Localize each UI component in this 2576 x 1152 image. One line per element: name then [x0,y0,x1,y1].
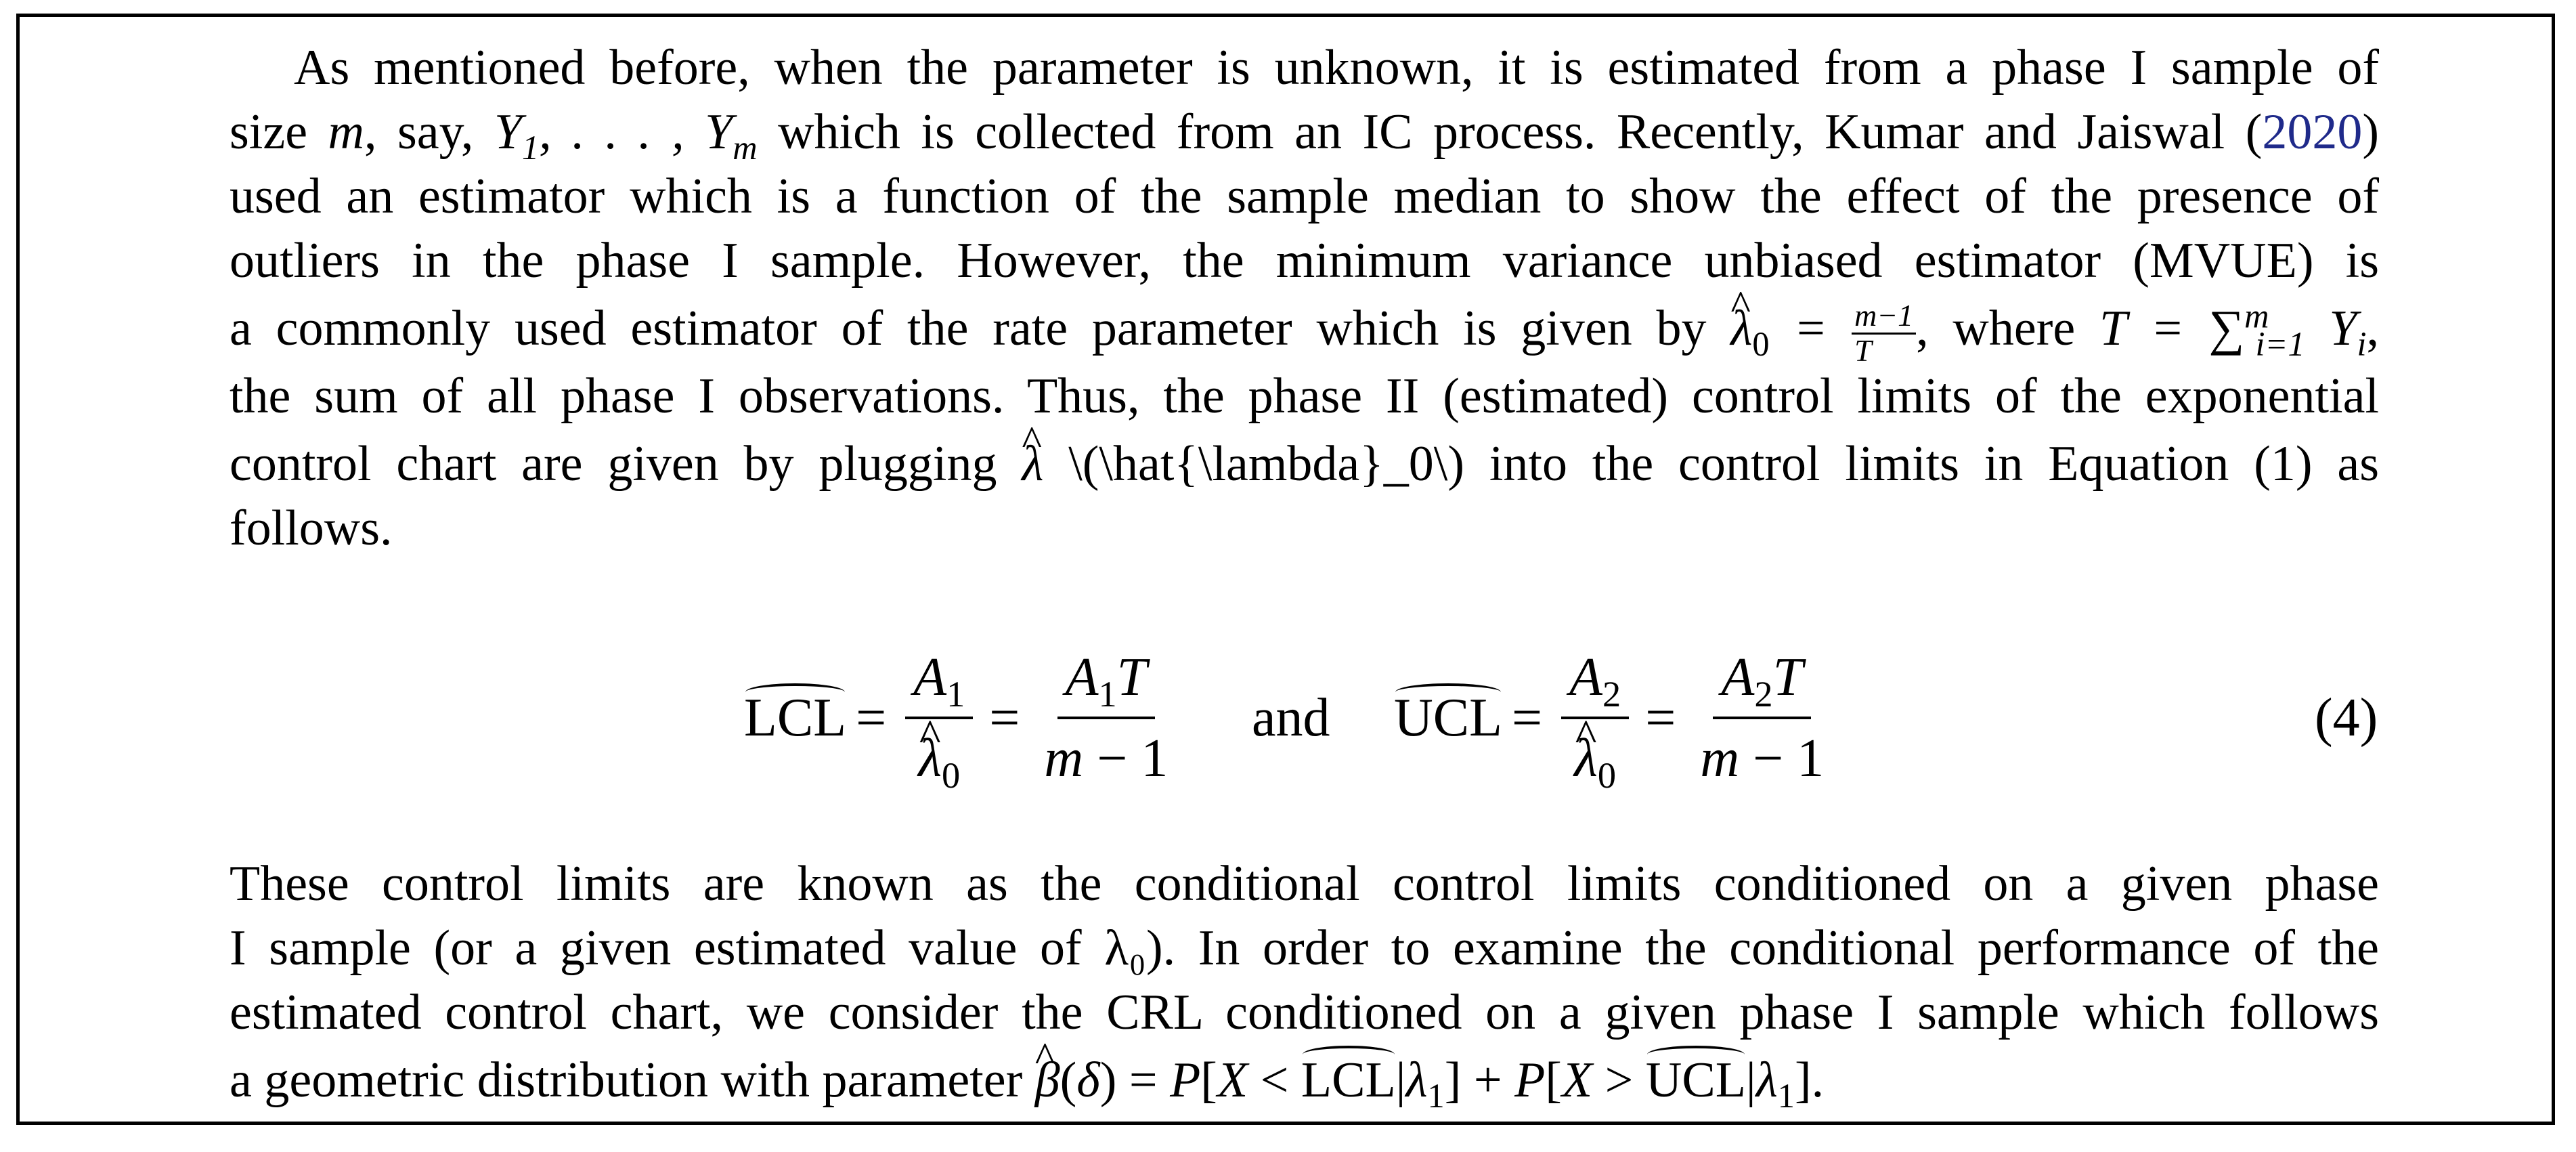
paragraph-1-line-8 [230,498,2379,559]
paragraph-2-line-4 [230,1050,2379,1115]
and-text: and [1252,687,1330,748]
text-span: I sample (or a given estimated value of λ₀). In order to examine the conditional performance of the [230,920,2379,976]
text-span: control chart are given by plugging [230,436,1022,492]
fraction-a2t-over-m-minus-1: $\frac{A_2T}{m - 1}$ [1692,643,1832,792]
equation-and [1252,620,1330,816]
paragraph-1-line-5 [230,298,2379,367]
text-span: the sum of all phase I observations. Thus, the phase II (estimated) control limits of the exponential [230,368,2379,424]
equation-lcl: LCL = $A_1$ ^ $\lambda_0$ = $\frac{A_1T}{m - 1}$ [744,620,1185,816]
math-beta-hat-expression: ^ $\beta(\delta) = P[X < LCL|\lambda_1] + P[X > UCL|\lambda_1]$. [1035,1052,1824,1108]
fraction-a2-over-lambda: $A_2$ ^ $\lambda_0$ [1561,643,1629,792]
paragraph-1-line-3 [230,166,2379,227]
lcl-hat-label: LCL [744,687,847,748]
text-span: outliers in the phase I sample. However, the minimum variance unbiased estimator (MVUE) is [230,233,2379,289]
text-span: used an estimator which is a function of the sample median to show the effect of the presence of [230,169,2379,224]
text-span: \(\hat{\lambda}_0\) into the control limits in Equation (1) as [1043,436,2379,492]
paragraph-1-line-4 [230,230,2379,291]
paragraph-2-line-2 [230,918,2379,979]
text-span: which is collected from an IC process. Recently, Kumar and Jaiswal ( [757,104,2263,160]
text-span: estimated control chart, we consider the CRL conditioned on a given phase I sample which follows [230,985,2379,1040]
math-lambda-hat-0: ^ $\lambda_0$ = $\frac{m-1}{T}$ [1730,301,1916,356]
text-span: , [2366,301,2379,356]
paragraph-1-line-2 [230,102,2380,167]
paragraph-1-line-7 [230,433,2379,494]
text-excerpt-frame [16,14,2555,1125]
text-span: , where [1916,301,2099,356]
text-span: follows. [230,500,393,556]
fraction-a1t-over-m-minus-1: $\frac{A_1T}{m - 1}$ [1036,643,1176,792]
equation-number: (4) [2315,687,2378,748]
text-span: As mentioned before, when the parameter is unknown, it is estimated from a phase I sample of [294,40,2379,95]
text-span: These control limits are known as the conditional control limits conditioned on a given phase [230,856,2379,912]
paragraph-2-line-1 [230,853,2379,914]
citation-link-2020[interactable]: 2020 [2262,104,2363,160]
display-equation-4 [20,620,2558,816]
paragraph-2-line-3 [230,982,2379,1043]
text-span: , say, [364,104,494,160]
math-lambda-hat: ^ λ [1022,433,1043,494]
math-m: m [328,104,364,160]
ucl-hat-label: UCL [1394,687,1502,748]
paragraph-1-line-6 [230,366,2379,427]
text-span: a commonly used estimator of the rate parameter which is given by [230,301,1731,356]
text-span: a geometric distribution with parameter [230,1052,1035,1108]
paragraph-1-line-1 [294,37,2379,98]
equation-ucl: UCL = $A_2$ ^ $\lambda_0$ = $\frac{A_2T}{m - 1}$ [1394,620,1841,816]
fraction-a1-over-lambda: $A_1$ ^ $\lambda_0$ [905,643,973,792]
math-sample-list: $Y_1$, . . . , $Y_m$ [494,104,758,167]
text-span: ) [2362,104,2380,160]
text-span: size [230,104,328,160]
math-t-sum: T = ∑$^m_{i=1}$ $Y_i$ [2099,297,2367,363]
